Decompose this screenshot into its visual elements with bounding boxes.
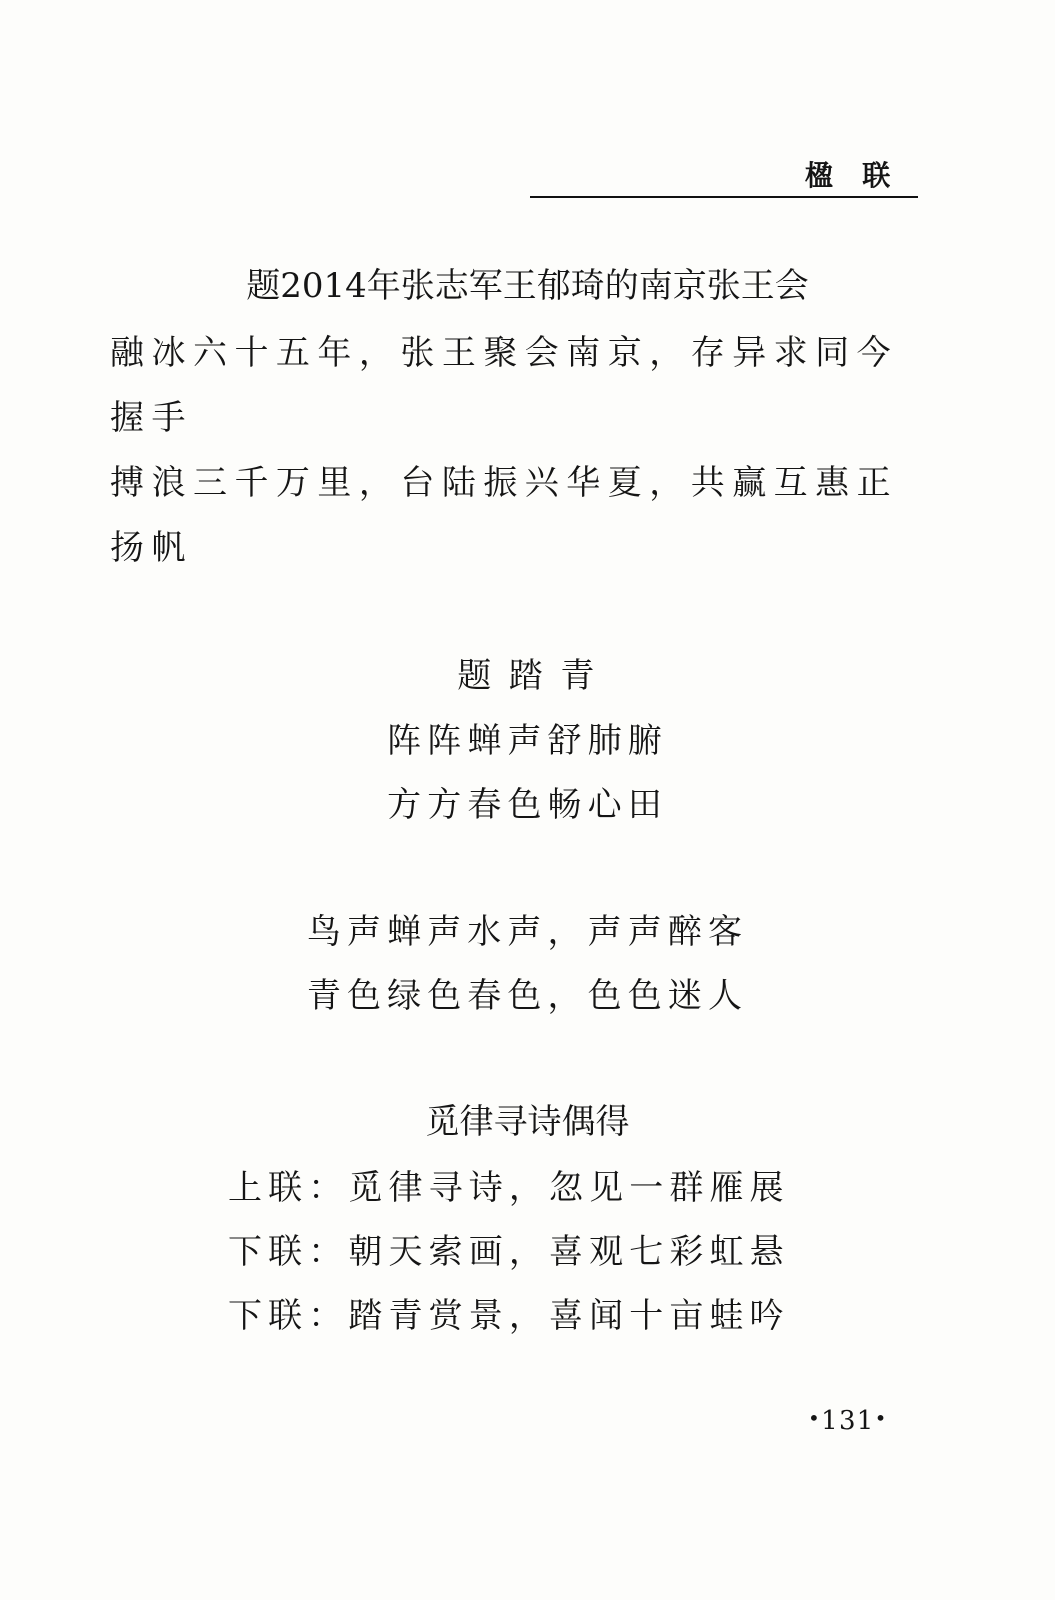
poem-line: 阵阵蝉声舒肺腑 <box>387 721 668 761</box>
couplet-line: 下联：踏青赏景，喜闻十亩蛙吟 <box>228 1296 790 1336</box>
bullet-icon: • <box>808 1406 822 1430</box>
bullet-icon: • <box>874 1406 888 1430</box>
text-line: 融冰六十五年，张王聚会南京，存异求同今 <box>110 333 899 373</box>
poem-line: 鸟声蝉声水声，声声醉客 <box>306 912 749 952</box>
poem-line: 青色绿色春色，色色迷人 <box>306 976 749 1016</box>
text-line: 扬帆 <box>110 528 193 568</box>
header-rule <box>530 196 918 198</box>
page-number <box>808 1406 888 1436</box>
section-title: 题 踏 青 <box>457 656 598 696</box>
text-line: 握手 <box>110 398 193 438</box>
couplet-line: 下联：朝天索画，喜观七彩虹悬 <box>228 1232 790 1272</box>
couplet-line: 上联：觅律寻诗，忽见一群雁展 <box>228 1168 790 1208</box>
section-title: 题2014年张志军王郁琦的南京张王会 <box>246 266 809 306</box>
page-number-value: 131 <box>821 1406 875 1436</box>
poem-line: 方方春色畅心田 <box>387 785 668 825</box>
text-line: 搏浪三千万里，台陆振兴华夏，共赢互惠正 <box>110 463 899 503</box>
running-head: 楹 联 <box>804 159 900 192</box>
section-title: 觅律寻诗偶得 <box>425 1102 630 1142</box>
